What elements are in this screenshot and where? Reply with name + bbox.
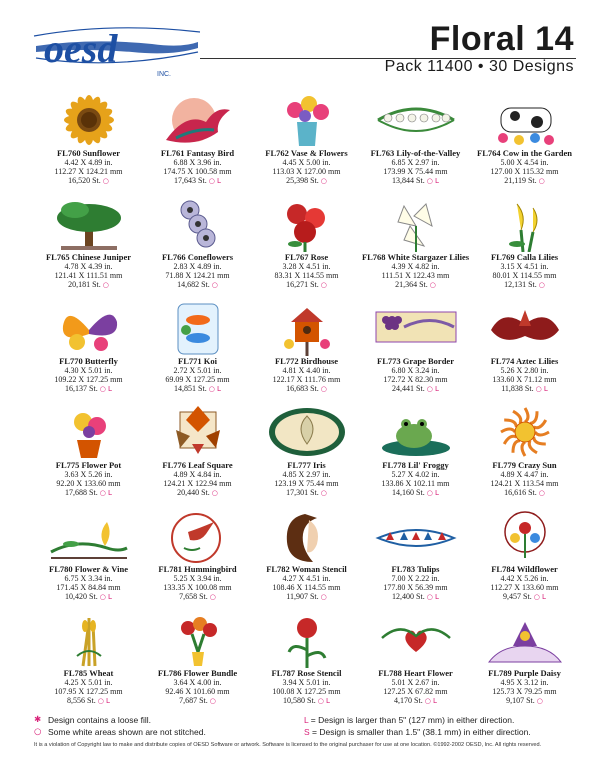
- title-word: Floral: [429, 20, 526, 58]
- design-stitch-count: 21,364 St.: [395, 280, 428, 289]
- design-stitch-count: 16,271 St.: [286, 280, 319, 289]
- legend: [34, 714, 579, 738]
- design-marks: ○: [102, 177, 109, 185]
- design-size-in: 3.64 X 4.00 in.: [173, 678, 222, 687]
- design-name: FL789 Purple Daisy: [488, 668, 561, 678]
- design-caption: [470, 357, 579, 394]
- grape-border-icon: [374, 300, 458, 356]
- design-size-in: 2.72 X 5.01 in.: [173, 366, 222, 375]
- flower-vine-icon: [47, 508, 131, 564]
- design-size-mm: 100.08 X 127.25 mm: [272, 687, 341, 696]
- design-card: [470, 296, 579, 400]
- design-size-mm: 92.46 X 101.60 mm: [165, 687, 230, 696]
- design-size-mm: 111.51 X 122.43 mm: [381, 271, 450, 280]
- design-name: FL774 Aztec Lilies: [490, 356, 559, 366]
- design-caption: [361, 149, 470, 186]
- small-key: S: [304, 727, 310, 737]
- design-card: [34, 504, 143, 608]
- design-size-in: 6.75 X 3.34 in.: [64, 574, 113, 583]
- design-caption: [470, 669, 579, 706]
- hummingbird-icon: [156, 508, 240, 564]
- design-card: [470, 504, 579, 608]
- design-caption: [143, 669, 252, 706]
- calla-lilies-icon: [483, 196, 567, 252]
- leaf-square-icon: [156, 404, 240, 460]
- design-size-mm: 112.27 X 124.21 mm: [54, 167, 123, 176]
- lily-of-the-valley-icon: [374, 92, 458, 148]
- design-card: [143, 504, 252, 608]
- design-size-in: 4.39 X 4.82 in.: [391, 262, 440, 271]
- design-name: FL784 Wildflower: [491, 564, 558, 574]
- design-stitch-count: 12,131 St.: [504, 280, 537, 289]
- design-size-mm: 124.21 X 122.94 mm: [163, 479, 232, 488]
- design-caption: [34, 253, 143, 290]
- oesd-logo: [32, 18, 202, 86]
- design-size-in: 5.00 X 4.54 in.: [500, 158, 549, 167]
- design-name: FL762 Vase & Flowers: [265, 148, 348, 158]
- design-caption: [143, 357, 252, 394]
- design-caption: [470, 253, 579, 290]
- design-size-in: 6.88 X 3.96 in.: [173, 158, 222, 167]
- design-name: FL781 Hummingbird: [158, 564, 237, 574]
- design-caption: [252, 253, 361, 290]
- froggy-icon: [374, 404, 458, 460]
- design-name: FL783 Tulips: [391, 564, 440, 574]
- design-card: [34, 88, 143, 192]
- design-stitch-count: 7,658 St.: [179, 592, 208, 601]
- sunflower-icon: [47, 92, 131, 148]
- design-size-mm: 80.01 X 114.55 mm: [492, 271, 557, 280]
- design-marks: ○ L: [426, 489, 439, 497]
- large-text: = Design is larger than 5" (127 mm) in either direction.: [310, 715, 515, 725]
- design-size-in: 4.85 X 2.97 in.: [282, 470, 331, 479]
- design-size-in: 4.42 X 5.26 in.: [500, 574, 549, 583]
- white-area-icon: ○: [34, 727, 42, 737]
- design-card: [361, 504, 470, 608]
- large-key: L: [304, 715, 309, 725]
- design-size-mm: 125.73 X 79.25 mm: [492, 687, 557, 696]
- design-caption: [252, 461, 361, 498]
- tulips-icon: [374, 508, 458, 564]
- design-stitch-count: 11,907 St.: [286, 592, 319, 601]
- design-card: [361, 296, 470, 400]
- design-name: FL763 Lily-of-the-Valley: [370, 148, 461, 158]
- design-name: FL788 Heart Flower: [378, 668, 453, 678]
- fantasy-bird-icon: [156, 92, 240, 148]
- design-size-in: 4.45 X 5.00 in.: [282, 158, 331, 167]
- design-name: FL764 Cow in the Garden: [477, 148, 572, 158]
- design-name: FL761 Fantasy Bird: [160, 148, 235, 158]
- design-name: FL779 Crazy Sun: [492, 460, 557, 470]
- design-size-mm: 127.25 X 67.82 mm: [383, 687, 448, 696]
- design-size-in: 3.63 X 5.26 in.: [64, 470, 113, 479]
- logo-sub: INC.: [157, 71, 171, 78]
- design-size-mm: 121.41 X 111.51 mm: [54, 271, 123, 280]
- design-card: [361, 192, 470, 296]
- design-name: FL770 Butterfly: [59, 356, 118, 366]
- design-stitch-count: 20,440 St.: [177, 488, 210, 497]
- rose-icon: [265, 196, 349, 252]
- design-stitch-count: 10,580 St.: [283, 696, 316, 705]
- design-caption: [252, 669, 361, 706]
- rose-stencil-icon: [265, 612, 349, 668]
- design-size-in: 4.25 X 5.01 in.: [64, 678, 113, 687]
- design-marks: ○: [538, 281, 545, 289]
- design-stitch-count: 9,107 St.: [506, 696, 535, 705]
- design-size-in: 4.95 X 3.12 in.: [500, 678, 549, 687]
- design-card: [34, 400, 143, 504]
- design-stitch-count: 11,838 St.: [501, 384, 534, 393]
- design-marks: ○ L: [426, 385, 439, 393]
- design-size-in: 3.28 X 4.51 in.: [282, 262, 331, 271]
- design-card: [470, 192, 579, 296]
- koi-icon: [156, 300, 240, 356]
- design-marks: ○: [211, 281, 218, 289]
- design-size-in: 6.85 X 2.97 in.: [391, 158, 440, 167]
- design-stitch-count: 8,556 St.: [67, 696, 96, 705]
- design-size-mm: 124.21 X 113.54 mm: [490, 479, 559, 488]
- design-caption: [361, 461, 470, 498]
- design-card: [252, 296, 361, 400]
- design-stitch-count: 10,420 St.: [65, 592, 98, 601]
- design-name: FL769 Calla Lilies: [490, 252, 559, 262]
- design-stitch-count: 9,457 St.: [503, 592, 532, 601]
- design-card: [34, 192, 143, 296]
- design-size-in: 3.94 X 5.01 in.: [282, 678, 331, 687]
- design-marks: ○: [429, 281, 436, 289]
- design-size-mm: 127.00 X 115.32 mm: [490, 167, 559, 176]
- design-size-mm: 171.45 X 84.84 mm: [56, 583, 121, 592]
- aztec-lilies-icon: [483, 300, 567, 356]
- design-marks: ○ L: [99, 489, 112, 497]
- design-size-in: 5.25 X 3.94 in.: [173, 574, 222, 583]
- wildflower-icon: [483, 508, 567, 564]
- butterfly-icon: [47, 300, 131, 356]
- design-stitch-count: 13,844 St.: [392, 176, 425, 185]
- design-name: FL782 Woman Stencil: [266, 564, 347, 574]
- design-name: FL785 Wheat: [63, 668, 114, 678]
- design-stitch-count: 16,683 St.: [286, 384, 319, 393]
- coneflowers-icon: [156, 196, 240, 252]
- design-caption: [361, 253, 470, 290]
- design-size-in: 4.89 X 4.84 in.: [173, 470, 222, 479]
- white-area-text: Some white areas shown are not stitched.: [48, 727, 206, 737]
- stargazer-lilies-icon: [374, 196, 458, 252]
- design-caption: [252, 149, 361, 186]
- design-marks: ○ L: [535, 385, 548, 393]
- design-marks: ○: [320, 593, 327, 601]
- design-marks: ○: [320, 281, 327, 289]
- design-stitch-count: 16,520 St.: [68, 176, 101, 185]
- juniper-tree-icon: [47, 196, 131, 252]
- design-marks: ○: [209, 593, 216, 601]
- design-stitch-count: 12,400 St.: [392, 592, 425, 601]
- design-size-mm: 108.46 X 114.55 mm: [272, 583, 341, 592]
- design-size-in: 4.42 X 4.89 in.: [64, 158, 113, 167]
- design-card: [143, 400, 252, 504]
- design-card: [252, 400, 361, 504]
- design-caption: [34, 565, 143, 602]
- flower-bundle-icon: [156, 612, 240, 668]
- design-marks: ○ L: [317, 697, 330, 705]
- design-size-mm: 122.17 X 111.76 mm: [272, 375, 341, 384]
- design-card: [361, 400, 470, 504]
- design-name: FL767 Rose: [284, 252, 329, 262]
- design-card: [252, 608, 361, 712]
- design-size-mm: 83.31 X 114.55 mm: [274, 271, 339, 280]
- title-number: 14: [535, 20, 574, 58]
- woman-stencil-icon: [265, 508, 349, 564]
- design-marks: ○: [538, 489, 545, 497]
- design-caption: [252, 357, 361, 394]
- design-stitch-count: 24,441 St.: [392, 384, 425, 393]
- design-caption: [361, 565, 470, 602]
- design-name: FL771 Koi: [178, 356, 217, 366]
- pack-subtitle: Pack 11400 • 30 Designs: [384, 58, 574, 75]
- loose-fill-text: Design contains a loose fill.: [48, 715, 152, 725]
- design-card: [470, 400, 579, 504]
- design-size-in: 4.78 X 4.39 in.: [64, 262, 113, 271]
- design-size-mm: 113.03 X 127.00 mm: [272, 167, 341, 176]
- design-size-in: 6.80 X 3.24 in.: [391, 366, 440, 375]
- iris-icon: [265, 404, 349, 460]
- design-stitch-count: 17,688 St.: [65, 488, 98, 497]
- design-card: [470, 608, 579, 712]
- design-caption: [470, 461, 579, 498]
- header-rule: [200, 58, 576, 59]
- design-card: [143, 296, 252, 400]
- birdhouse-icon: [265, 300, 349, 356]
- design-name: FL777 Iris: [287, 460, 326, 470]
- design-size-in: 4.27 X 4.51 in.: [282, 574, 331, 583]
- design-grid: [34, 88, 579, 712]
- design-size-in: 5.26 X 2.80 in.: [500, 366, 549, 375]
- design-caption: [34, 669, 143, 706]
- design-name: FL772 Birdhouse: [274, 356, 339, 366]
- design-marks: ○ L: [426, 177, 439, 185]
- design-size-in: 2.83 X 4.89 in.: [173, 262, 222, 271]
- design-size-mm: 133.86 X 102.11 mm: [381, 479, 450, 488]
- cow-garden-icon: [483, 92, 567, 148]
- design-caption: [361, 669, 470, 706]
- design-caption: [143, 149, 252, 186]
- design-size-in: 7.00 X 2.22 in.: [391, 574, 440, 583]
- design-name: FL760 Sunflower: [56, 148, 121, 158]
- design-card: [143, 88, 252, 192]
- design-size-in: 3.15 X 4.51 in.: [500, 262, 549, 271]
- design-size-in: 4.81 X 4.40 in.: [282, 366, 331, 375]
- design-marks: ○ L: [208, 177, 221, 185]
- design-card: [252, 88, 361, 192]
- design-name: FL780 Flower & Vine: [49, 564, 128, 574]
- loose-fill-icon: ✱: [34, 715, 42, 725]
- design-name: FL778 Lil' Froggy: [382, 460, 449, 470]
- design-stitch-count: 4,170 St.: [394, 696, 423, 705]
- design-name: FL786 Flower Bundle: [157, 668, 238, 678]
- design-marks: ○ L: [99, 385, 112, 393]
- flower-pot-icon: [47, 404, 131, 460]
- design-stitch-count: 16,616 St.: [504, 488, 537, 497]
- design-caption: [34, 149, 143, 186]
- design-stitch-count: 17,643 St.: [174, 176, 207, 185]
- design-name: FL787 Rose Stencil: [271, 668, 342, 678]
- design-marks: ○: [538, 177, 545, 185]
- design-marks: ○: [102, 281, 109, 289]
- design-marks: ○: [320, 385, 327, 393]
- design-card: [143, 192, 252, 296]
- design-caption: [34, 461, 143, 498]
- design-stitch-count: 25,398 St.: [286, 176, 319, 185]
- heart-flower-icon: [374, 612, 458, 668]
- design-marks: ○: [209, 697, 216, 705]
- vase-flowers-icon: [265, 92, 349, 148]
- design-size-in: 4.30 X 5.01 in.: [64, 366, 113, 375]
- copyright-notice: It is a violation of Copyright law to make and distribute copies of OESD Software or artwork. Software is licensed to the original purchaser for use at one location. ©1992-2002 OESD, Inc. All rights reserved.: [34, 742, 542, 748]
- design-caption: [470, 565, 579, 602]
- design-caption: [470, 149, 579, 186]
- design-size-mm: 112.27 X 133.60 mm: [490, 583, 559, 592]
- design-stitch-count: 14,682 St.: [177, 280, 210, 289]
- design-stitch-count: 20,181 St.: [68, 280, 101, 289]
- design-size-mm: 107.95 X 127.25 mm: [54, 687, 123, 696]
- page-title: [385, 22, 574, 76]
- design-size-mm: 172.72 X 82.30 mm: [383, 375, 448, 384]
- design-size-mm: 173.99 X 75.44 mm: [383, 167, 448, 176]
- design-size-mm: 174.75 X 100.58 mm: [163, 167, 232, 176]
- design-name: FL776 Leaf Square: [162, 460, 233, 470]
- design-card: [34, 296, 143, 400]
- design-marks: ○: [320, 489, 327, 497]
- design-size-in: 4.89 X 4.47 in.: [500, 470, 549, 479]
- small-text: = Design is smaller than 1.5" (38.1 mm) in either direction.: [312, 727, 531, 737]
- design-caption: [252, 565, 361, 602]
- design-size-mm: 123.19 X 75.44 mm: [274, 479, 339, 488]
- design-card: [143, 608, 252, 712]
- design-marks: ○ L: [97, 697, 110, 705]
- design-name: FL768 White Stargazer Lilies: [361, 252, 470, 262]
- design-marks: ○: [536, 697, 543, 705]
- design-card: [361, 88, 470, 192]
- design-size-mm: 109.22 X 127.25 mm: [54, 375, 123, 384]
- design-name: FL773 Grape Border: [377, 356, 454, 366]
- design-stitch-count: 16,137 St.: [65, 384, 98, 393]
- design-marks: ○ L: [424, 697, 437, 705]
- design-card: [34, 608, 143, 712]
- design-card: [252, 504, 361, 608]
- design-marks: ○ L: [426, 593, 439, 601]
- design-caption: [361, 357, 470, 394]
- design-name: FL766 Coneflowers: [161, 252, 234, 262]
- design-marks: ○ L: [533, 593, 546, 601]
- design-caption: [143, 461, 252, 498]
- design-name: FL775 Flower Pot: [55, 460, 122, 470]
- design-marks: ○: [211, 489, 218, 497]
- design-stitch-count: 17,301 St.: [286, 488, 319, 497]
- design-name: FL765 Chinese Juniper: [45, 252, 131, 262]
- logo-text: oesd: [44, 26, 118, 71]
- design-stitch-count: 21,119 St.: [504, 176, 537, 185]
- wheat-icon: [47, 612, 131, 668]
- purple-daisy-icon: [483, 612, 567, 668]
- design-card: [361, 608, 470, 712]
- design-size-mm: 133.60 X 71.12 mm: [492, 375, 557, 384]
- design-size-mm: 133.35 X 100.08 mm: [163, 583, 232, 592]
- design-size-mm: 69.09 X 127.25 mm: [165, 375, 230, 384]
- crazy-sun-icon: [483, 404, 567, 460]
- design-stitch-count: 7,687 St.: [179, 696, 208, 705]
- design-caption: [143, 565, 252, 602]
- design-stitch-count: 14,160 St.: [392, 488, 425, 497]
- design-marks: ○ L: [208, 385, 221, 393]
- design-size-in: 5.01 X 2.67 in.: [391, 678, 440, 687]
- design-size-mm: 177.80 X 56.39 mm: [383, 583, 448, 592]
- design-stitch-count: 14,851 St.: [174, 384, 207, 393]
- design-card: [252, 192, 361, 296]
- design-marks: ○ L: [99, 593, 112, 601]
- design-size-in: 5.27 X 4.02 in.: [391, 470, 440, 479]
- design-size-mm: 71.88 X 124.21 mm: [165, 271, 230, 280]
- design-size-mm: 92.20 X 133.60 mm: [56, 479, 121, 488]
- design-caption: [143, 253, 252, 290]
- design-caption: [34, 357, 143, 394]
- design-marks: ○: [320, 177, 327, 185]
- design-card: [470, 88, 579, 192]
